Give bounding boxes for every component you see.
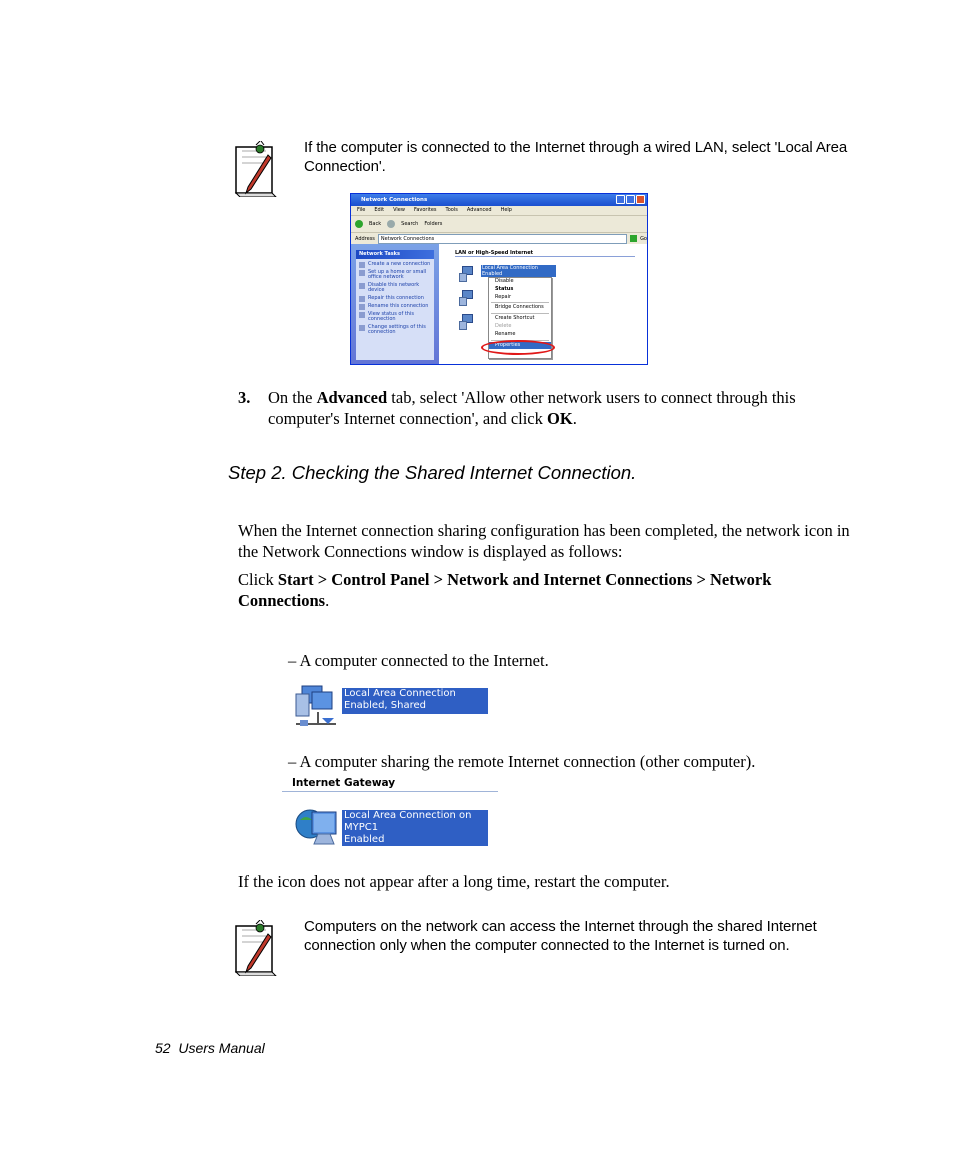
gateway-connection-name: Local Area Connection on MYPC1 (344, 810, 472, 833)
network-tasks-panel (356, 250, 434, 360)
gateway-divider (282, 791, 498, 792)
shared-network-computer-icon (294, 684, 340, 730)
connection-name: Local Area Connection (344, 688, 456, 699)
menu-edit[interactable]: Edit (374, 207, 385, 213)
section-heading: Step 2. Checking the Shared Internet Connection. (228, 462, 637, 483)
bullet-item: – A computer connected to the Internet. (288, 651, 549, 670)
note-text: Computers on the network can access the Internet through the shared Internet connection only when the computer connected to the Internet is turned on. (304, 918, 817, 954)
gateway-connection-status: Enabled (344, 834, 385, 845)
context-properties[interactable]: Properties (489, 342, 551, 350)
forward-arrow-icon[interactable] (387, 220, 395, 228)
shared-connection-label[interactable] (342, 688, 488, 714)
network-tasks-header[interactable]: Network Tasks (356, 250, 434, 259)
notepad-pen-icon (234, 920, 280, 976)
advanced-tab-label: Advanced (316, 388, 388, 407)
address-field[interactable]: Network Connections (378, 234, 627, 244)
bullet-item: – A computer sharing the remote Internet connection (other computer). (288, 752, 756, 771)
menu-divider (491, 302, 549, 303)
click-path: Click Start > Control Panel > Network and Internet Connections > Network Connections. (238, 570, 772, 610)
task-item[interactable]: Set up a home or small office network (356, 270, 434, 280)
menu-advanced[interactable]: Advanced (466, 207, 492, 213)
section-header: LAN or High-Speed Internet (455, 250, 635, 257)
back-arrow-icon[interactable] (355, 220, 363, 228)
context-disable[interactable]: Disable (495, 278, 514, 284)
task-item[interactable]: Repair this connection (356, 296, 434, 301)
address-bar (351, 233, 647, 244)
restart-paragraph: If the icon does not appear after a long time, restart the computer. (238, 872, 670, 891)
search-button[interactable]: Search (401, 221, 419, 227)
task-item[interactable]: Change settings of this connection (356, 325, 434, 335)
task-item[interactable]: Disable this network device (356, 283, 434, 293)
selected-connection-name: Local Area Connection (482, 265, 538, 271)
context-delete[interactable]: Delete (495, 322, 512, 329)
window-title: Network Connections (361, 197, 428, 203)
internet-gateway-icon (294, 804, 342, 852)
selected-connection[interactable] (481, 265, 556, 277)
task-item[interactable]: Rename this connection (356, 304, 434, 309)
context-rename[interactable]: Rename (495, 330, 516, 337)
gateway-connection-name-2: Local Area Connection on MYPC1 (344, 846, 472, 869)
description-paragraph: When the Internet connection sharing configuration has been completed, the network icon in the Network Connections window is displayed as follows: (238, 521, 850, 561)
address-label: Address (355, 235, 375, 242)
menu-favorites[interactable]: Favorites (413, 207, 437, 213)
menu-tools[interactable]: Tools (445, 207, 458, 213)
close-button[interactable] (636, 195, 645, 204)
task-item[interactable]: Create a new connection (356, 262, 434, 267)
network-computer-icon[interactable] (459, 314, 475, 330)
task-pane (351, 244, 439, 364)
menu-view[interactable]: View (393, 207, 405, 213)
note-text: If the computer is connected to the Internet through a wired LAN, select 'Local Area Connection'. (304, 139, 848, 175)
gateway-heading: Internet Gateway (292, 777, 396, 789)
context-shortcut[interactable]: Create Shortcut (495, 315, 535, 322)
step3-text: On the Advanced tab, select 'Allow other network users to connect through this computer's Internet connection', and click OK. (268, 388, 796, 428)
connection-status: Enabled, Shared (344, 700, 426, 711)
network-computer-icon[interactable] (459, 290, 475, 306)
page-footer: 52 Users Manual (155, 1040, 265, 1056)
minimize-button[interactable] (616, 195, 625, 204)
notepad-pen-icon (234, 141, 280, 197)
context-repair[interactable]: Repair (495, 293, 512, 300)
menu-help[interactable]: Help (500, 207, 512, 213)
task-item[interactable]: View status of this connection (356, 312, 434, 322)
highlight-ellipse (481, 340, 555, 355)
menu-divider (491, 313, 549, 314)
context-status[interactable]: Status (495, 285, 514, 292)
selected-connection-status: Enabled (482, 271, 503, 277)
ok-label: OK (547, 409, 573, 428)
back-button[interactable]: Back (369, 221, 382, 227)
network-connections-window (350, 193, 648, 365)
menu-file[interactable]: File (357, 207, 366, 213)
maximize-button[interactable] (626, 195, 635, 204)
gateway-connection-label[interactable] (342, 810, 488, 869)
go-arrow-icon[interactable] (630, 235, 637, 242)
context-bridge[interactable]: Bridge Connections (495, 304, 544, 311)
toolbar (351, 216, 647, 233)
folders-button[interactable]: Folders (424, 221, 443, 227)
window-titlebar[interactable] (351, 194, 647, 206)
network-computer-icon[interactable] (459, 266, 475, 282)
step-number: 3. (238, 388, 251, 407)
menu-bar (351, 206, 647, 216)
go-label[interactable]: Go (640, 235, 647, 242)
